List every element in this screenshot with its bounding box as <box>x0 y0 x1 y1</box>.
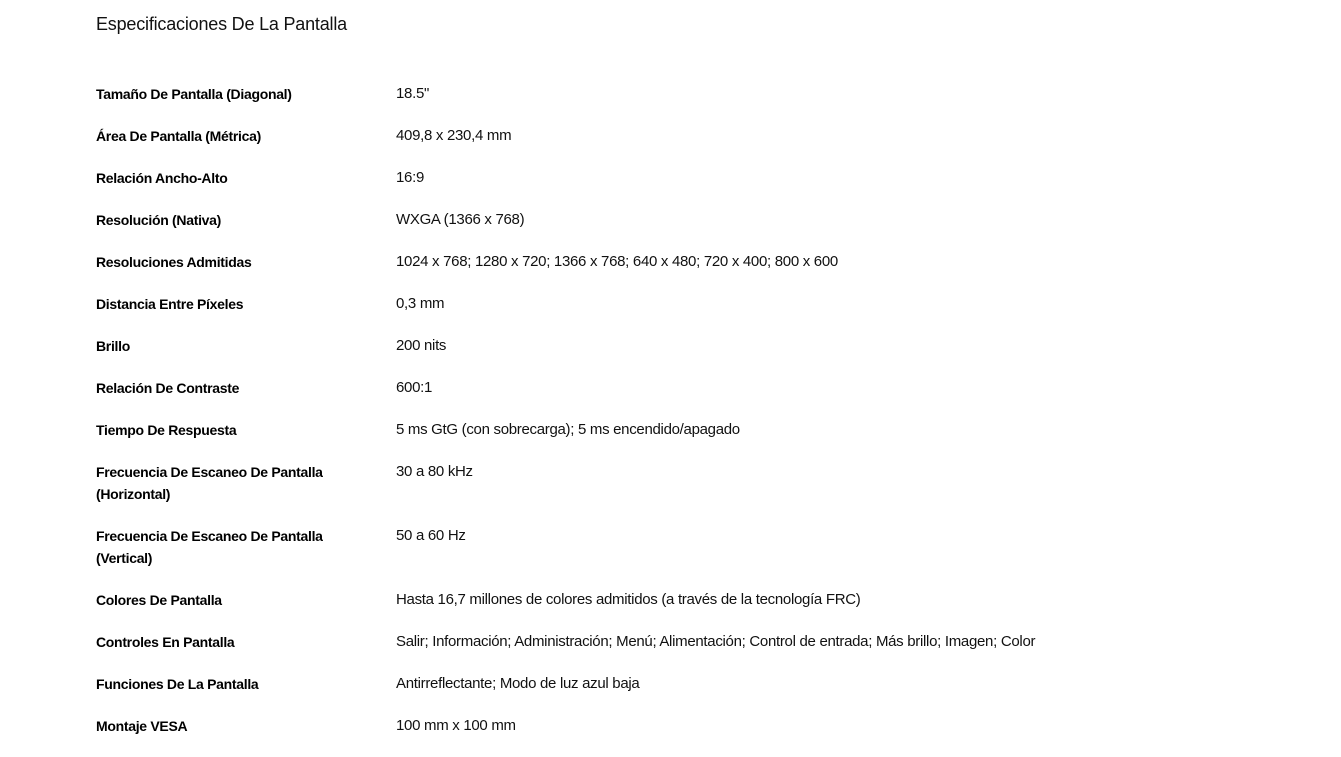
spec-row-pixel-pitch <box>96 293 1236 315</box>
spec-value: Antirreflectante; Modo de luz azul baja <box>396 675 640 692</box>
spec-row-aspect-ratio <box>96 167 1236 189</box>
spec-label: Resolución (Nativa) <box>96 212 221 228</box>
spec-row-vesa-mount <box>96 715 1236 737</box>
spec-value: 1024 x 768; 1280 x 720; 1366 x 768; 640 x 480; 720 x 400; 800 x 600 <box>396 253 838 270</box>
spec-value: Salir; Información; Administración; Menú; Alimentación; Control de entrada; Más brillo; Imagen; Color <box>396 633 1036 650</box>
spec-row-horizontal-scan-frequency <box>96 461 1236 505</box>
spec-row-display-colors <box>96 589 1236 611</box>
spec-label: Relación De Contraste <box>96 380 240 396</box>
section-title: Especificaciones De La Pantalla <box>96 14 347 34</box>
spec-value: 100 mm x 100 mm <box>396 717 516 734</box>
spec-row-contrast-ratio <box>96 377 1236 399</box>
spec-label: Frecuencia De Escaneo De Pantalla (Vertical) <box>96 528 323 566</box>
spec-value: 0,3 mm <box>396 295 445 312</box>
spec-row-display-features <box>96 673 1236 695</box>
spec-row-screen-area <box>96 125 1236 147</box>
spec-label: Colores De Pantalla <box>96 592 222 608</box>
spec-label: Resoluciones Admitidas <box>96 254 252 270</box>
spec-row-native-resolution <box>96 209 1236 231</box>
spec-value: WXGA (1366 x 768) <box>396 211 525 228</box>
spec-row-vertical-scan-frequency <box>96 525 1236 569</box>
spec-label: Área De Pantalla (Métrica) <box>96 128 261 144</box>
spec-row-brightness <box>96 335 1236 357</box>
spec-label: Distancia Entre Píxeles <box>96 296 244 312</box>
spec-label: Controles En Pantalla <box>96 634 235 650</box>
spec-label: Brillo <box>96 338 130 354</box>
spec-label: Funciones De La Pantalla <box>96 676 259 692</box>
spec-value: 30 a 80 kHz <box>396 463 473 480</box>
spec-value: 409,8 x 230,4 mm <box>396 127 512 144</box>
spec-value: 18.5" <box>396 85 430 102</box>
spec-label: Frecuencia De Escaneo De Pantalla (Horizontal) <box>96 464 323 502</box>
spec-value: 16:9 <box>396 169 424 186</box>
spec-row-on-screen-controls <box>96 631 1236 653</box>
spec-value: 200 nits <box>396 337 447 354</box>
spec-list <box>96 83 1236 757</box>
spec-row-screen-size <box>96 83 1236 105</box>
spec-value: 600:1 <box>396 379 433 396</box>
spec-value: 50 a 60 Hz <box>396 527 466 544</box>
spec-label: Tiempo De Respuesta <box>96 422 237 438</box>
spec-label: Tamaño De Pantalla (Diagonal) <box>96 86 292 102</box>
spec-label: Montaje VESA <box>96 718 188 734</box>
spec-row-supported-resolutions <box>96 251 1236 273</box>
spec-row-response-time <box>96 419 1236 441</box>
spec-value: Hasta 16,7 millones de colores admitidos (a través de la tecnología FRC) <box>396 591 861 608</box>
spec-value: 5 ms GtG (con sobrecarga); 5 ms encendido/apagado <box>396 421 740 438</box>
spec-label: Relación Ancho-Alto <box>96 170 228 186</box>
